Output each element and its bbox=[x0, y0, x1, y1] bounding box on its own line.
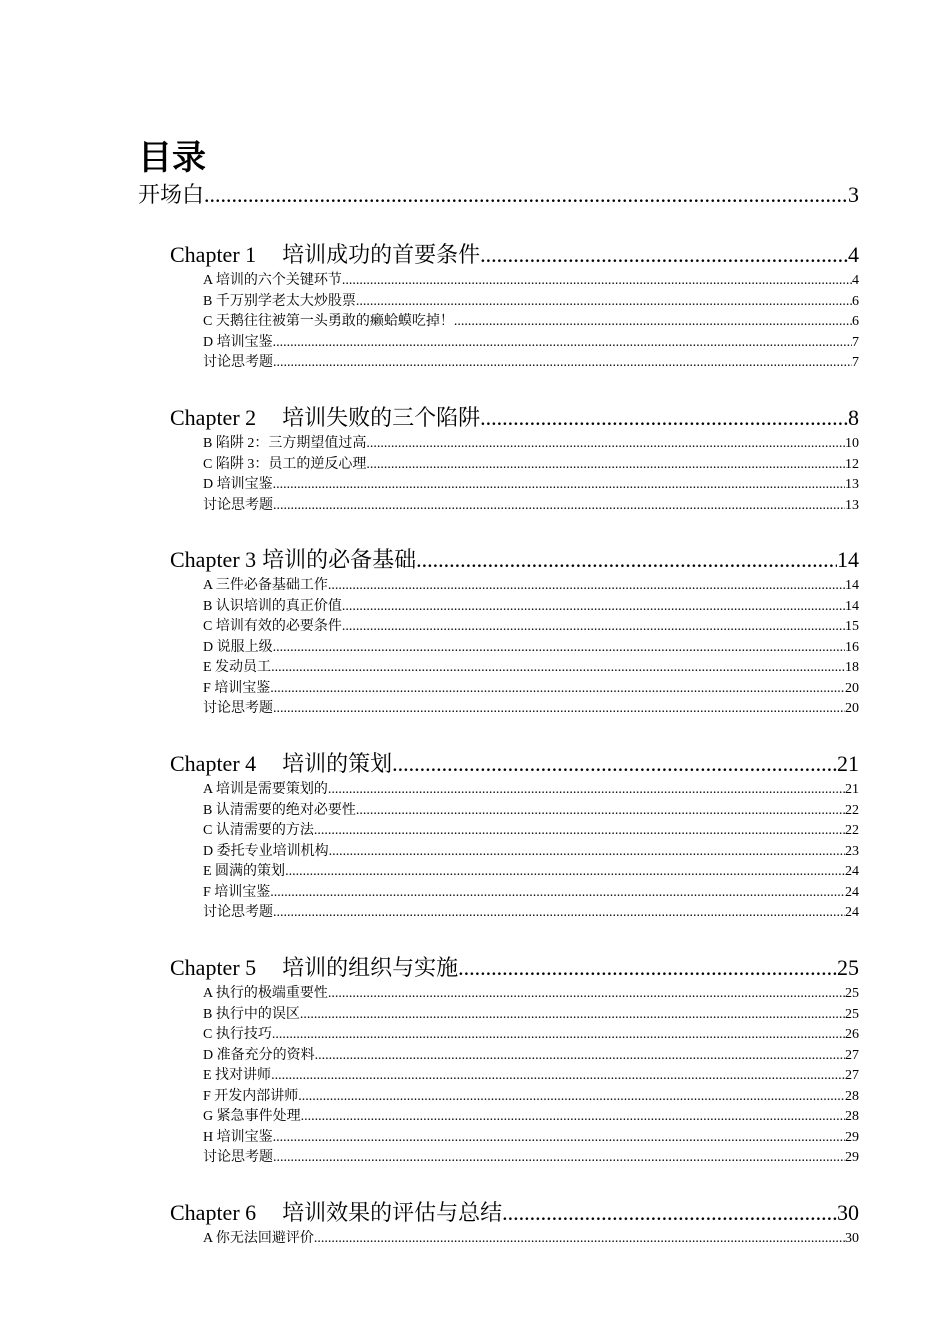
dot-leader bbox=[271, 1068, 845, 1084]
toc-page-number: 24 bbox=[845, 884, 859, 900]
toc-page-number: 6 bbox=[852, 293, 859, 309]
toc-chapter-4[interactable] bbox=[170, 747, 859, 778]
toc-section-entry[interactable] bbox=[203, 656, 859, 676]
toc-section-entry[interactable] bbox=[203, 677, 859, 697]
dot-leader bbox=[328, 782, 845, 798]
toc-heading: 目录 bbox=[138, 140, 206, 177]
toc-chapter-1[interactable] bbox=[170, 238, 859, 269]
toc-section-entry[interactable] bbox=[203, 860, 859, 880]
chapter-number: Chapter 2 bbox=[170, 405, 257, 430]
toc-entry-label: 讨论思考题 bbox=[203, 497, 273, 513]
dot-leader bbox=[458, 955, 837, 981]
toc-page-number: 21 bbox=[837, 751, 859, 776]
dot-leader bbox=[273, 1130, 845, 1146]
toc-page-number: 25 bbox=[845, 1006, 859, 1022]
toc-page-number: 16 bbox=[845, 639, 859, 655]
dot-leader bbox=[273, 498, 845, 514]
toc-page-number: 30 bbox=[837, 1200, 859, 1225]
toc-page-number: 30 bbox=[845, 1231, 859, 1246]
toc-section-entry[interactable] bbox=[203, 1227, 859, 1247]
toc-entry-label: A 三件必备基础工作 bbox=[203, 578, 328, 593]
toc-page-number: 13 bbox=[845, 497, 859, 513]
toc-entry-label: E 圆满的策划 bbox=[203, 864, 286, 879]
dot-leader bbox=[314, 1231, 845, 1247]
toc-chapter-label bbox=[170, 543, 416, 574]
toc-page-number: 24 bbox=[845, 864, 859, 879]
toc-section-entry[interactable] bbox=[203, 331, 859, 351]
toc-page-number: 4 bbox=[852, 273, 859, 288]
toc-section-entry[interactable] bbox=[203, 1126, 859, 1146]
dot-leader bbox=[273, 1150, 845, 1166]
toc-page-number: 28 bbox=[845, 1088, 859, 1104]
toc-section-entry[interactable] bbox=[203, 615, 859, 635]
toc-entry-label: 开场白 bbox=[138, 182, 205, 207]
toc-entry-label: D 准备充分的资料 bbox=[203, 1047, 315, 1063]
dot-leader bbox=[273, 701, 845, 717]
toc-section-entry[interactable] bbox=[203, 432, 859, 452]
toc-page-number: 14 bbox=[837, 547, 859, 572]
toc-section-entry[interactable] bbox=[203, 1064, 859, 1084]
chapter-number: Chapter 4 bbox=[170, 751, 257, 776]
toc-entry-label: B 执行中的误区 bbox=[203, 1006, 300, 1022]
toc-entry-label: B 认识培训的真正价值 bbox=[203, 598, 342, 614]
toc-section-entry[interactable] bbox=[203, 799, 859, 819]
toc-section-entry[interactable] bbox=[203, 473, 859, 493]
dot-leader bbox=[204, 182, 848, 208]
toc-entry-label: B 千万别学老太大炒股票 bbox=[203, 293, 356, 309]
dot-leader bbox=[271, 660, 845, 676]
dot-leader bbox=[298, 1089, 845, 1105]
toc-section-entry[interactable] bbox=[203, 840, 859, 860]
toc-chapter-5[interactable] bbox=[170, 951, 859, 982]
toc-entry-label: F 培训宝鉴 bbox=[203, 884, 271, 900]
toc-section-entry[interactable] bbox=[203, 1044, 859, 1064]
toc-page-number: 20 bbox=[845, 701, 859, 716]
dot-leader bbox=[392, 751, 837, 777]
dot-leader bbox=[366, 436, 845, 452]
dot-leader bbox=[480, 405, 848, 431]
toc-section-entry[interactable] bbox=[203, 351, 859, 371]
dot-leader bbox=[356, 803, 845, 819]
toc-page-number: 6 bbox=[852, 314, 859, 329]
chapter-number: Chapter 6 bbox=[170, 1200, 257, 1225]
toc-chapter-3[interactable] bbox=[170, 543, 859, 574]
toc-entry-label: B 陷阱 2：三方期望值过高 bbox=[203, 436, 367, 451]
dot-leader bbox=[416, 547, 837, 573]
toc-page-number: 13 bbox=[845, 477, 859, 492]
toc-page-number: 14 bbox=[845, 598, 859, 614]
toc-entry-intro[interactable] bbox=[138, 178, 859, 209]
toc-page-number: 8 bbox=[848, 405, 859, 430]
dot-leader bbox=[301, 1109, 845, 1125]
toc-section-entry[interactable] bbox=[203, 574, 859, 594]
dot-leader bbox=[454, 314, 852, 330]
toc-section-entry[interactable] bbox=[203, 982, 859, 1002]
toc-entry-label: H 培训宝鉴 bbox=[203, 1129, 273, 1145]
chapter-title: 培训失败的三个陷阱 bbox=[282, 405, 481, 430]
toc-page-number: 7 bbox=[852, 334, 859, 350]
dot-leader bbox=[285, 864, 845, 880]
toc-page-number: 4 bbox=[848, 242, 859, 267]
dot-leader bbox=[366, 457, 845, 473]
toc-page-number: 3 bbox=[848, 182, 859, 207]
chapter-title: 培训效果的评估与总结 bbox=[282, 1200, 503, 1225]
dot-leader bbox=[273, 335, 852, 351]
toc-chapter-label bbox=[170, 951, 458, 982]
toc-entry-label: A 你无法回避评价 bbox=[203, 1231, 314, 1246]
toc-entry-label: F 培训宝鉴 bbox=[203, 680, 271, 696]
toc-section-entry[interactable] bbox=[203, 1003, 859, 1023]
dot-leader bbox=[342, 619, 845, 635]
toc-page-number: 29 bbox=[845, 1129, 859, 1145]
toc-entry-label: C 认清需要的方法 bbox=[203, 823, 314, 838]
toc-page-number: 15 bbox=[845, 619, 859, 634]
chapter-title: 培训成功的首要条件 bbox=[282, 242, 481, 267]
toc-entry-label: C 陷阱 3：员工的逆反心理 bbox=[203, 456, 367, 472]
toc-page-number: 14 bbox=[845, 578, 859, 593]
toc-entry-label: D 委托专业培训机构 bbox=[203, 843, 329, 859]
chapter-number: Chapter 1 bbox=[170, 242, 257, 267]
toc-entry-label: C 培训有效的必要条件 bbox=[203, 619, 342, 634]
toc-entry-label: A 培训是需要策划的 bbox=[203, 782, 328, 797]
toc-entry-label: D 说服上级 bbox=[203, 639, 273, 655]
toc-page-number: 26 bbox=[845, 1027, 859, 1042]
dot-leader bbox=[328, 986, 845, 1002]
chapter-title: 培训的组织与实施 bbox=[282, 955, 459, 980]
dot-leader bbox=[328, 578, 845, 594]
toc-section-entry[interactable] bbox=[203, 269, 859, 289]
toc-page-number: 28 bbox=[845, 1109, 859, 1124]
toc-chapter-2[interactable] bbox=[170, 401, 859, 432]
toc-page-number: 23 bbox=[845, 843, 859, 859]
toc-section-entry[interactable] bbox=[203, 453, 859, 473]
toc-section-entry[interactable] bbox=[203, 636, 859, 656]
toc-entry-label: D 培训宝鉴 bbox=[203, 477, 273, 492]
toc-entry-label: 讨论思考题 bbox=[203, 1150, 273, 1165]
toc-chapter-6[interactable] bbox=[170, 1196, 859, 1227]
toc-page-number: 10 bbox=[845, 436, 859, 451]
dot-leader bbox=[315, 1048, 845, 1064]
dot-leader bbox=[342, 599, 845, 615]
dot-leader bbox=[273, 477, 845, 493]
dot-leader bbox=[273, 355, 852, 371]
dot-leader bbox=[356, 294, 852, 310]
toc-entry-label: 讨论思考题 bbox=[203, 701, 273, 716]
toc-entry-label: 讨论思考题 bbox=[203, 905, 273, 920]
chapter-number: Chapter 5 bbox=[170, 955, 257, 980]
toc-section-entry[interactable] bbox=[203, 1085, 859, 1105]
toc-page-number: 18 bbox=[845, 660, 859, 675]
toc-page-number: 27 bbox=[845, 1047, 859, 1063]
toc-section-entry[interactable] bbox=[203, 1023, 859, 1043]
toc-entry-label: E 找对讲师 bbox=[203, 1068, 272, 1083]
toc-page-number: 22 bbox=[845, 823, 859, 838]
dot-leader bbox=[300, 1007, 845, 1023]
toc-page-number: 27 bbox=[845, 1068, 859, 1083]
toc-page-number: 25 bbox=[837, 955, 859, 980]
dot-leader bbox=[270, 885, 845, 901]
toc-entry-label: A 执行的极端重要性 bbox=[203, 986, 328, 1001]
chapter-title: 培训的策划 bbox=[282, 751, 393, 776]
toc-entry-label: C 天鹅往往被第一头勇敢的癞蛤蟆吃掉！ bbox=[203, 314, 454, 329]
toc-entry-label: C 执行技巧 bbox=[203, 1027, 272, 1042]
dot-leader bbox=[273, 905, 845, 921]
dot-leader bbox=[314, 823, 845, 839]
toc-page-number: 21 bbox=[845, 782, 859, 797]
chapter-number: Chapter 3 bbox=[170, 547, 257, 572]
toc-entry-label: A 培训的六个关键环节 bbox=[203, 273, 342, 288]
toc-entry-label: G 紧急事件处理 bbox=[203, 1109, 301, 1124]
dot-leader bbox=[480, 242, 848, 268]
toc-chapter-label bbox=[170, 238, 480, 269]
toc-entry-label: 讨论思考题 bbox=[203, 355, 273, 370]
toc-page-number: 29 bbox=[845, 1150, 859, 1165]
toc-entry-label: F 开发内部讲师 bbox=[203, 1088, 299, 1104]
toc-section-entry[interactable] bbox=[203, 1146, 859, 1166]
toc-entry-label: E 发动员工 bbox=[203, 660, 272, 675]
toc-entry-label: B 认清需要的绝对必要性 bbox=[203, 802, 356, 818]
dot-leader bbox=[270, 681, 845, 697]
dot-leader bbox=[342, 273, 852, 289]
dot-leader bbox=[329, 844, 845, 860]
toc-section-entry[interactable] bbox=[203, 595, 859, 615]
toc-section-entry[interactable] bbox=[203, 290, 859, 310]
dot-leader bbox=[273, 640, 845, 656]
toc-page-number: 25 bbox=[845, 986, 859, 1001]
toc-section-entry[interactable] bbox=[203, 881, 859, 901]
toc-section-entry[interactable] bbox=[203, 697, 859, 717]
toc-page-number: 24 bbox=[845, 905, 859, 920]
toc-chapter-label bbox=[170, 747, 392, 778]
toc-page-number: 7 bbox=[852, 355, 859, 370]
chapter-title: 培训的必备基础 bbox=[262, 547, 417, 572]
toc-section-entry[interactable] bbox=[203, 1105, 859, 1125]
toc-chapter-label bbox=[170, 401, 480, 432]
toc-section-entry[interactable] bbox=[203, 778, 859, 798]
toc-section-entry[interactable] bbox=[203, 494, 859, 514]
toc-section-entry[interactable] bbox=[203, 310, 859, 330]
toc-page-number: 12 bbox=[845, 456, 859, 472]
dot-leader bbox=[272, 1027, 845, 1043]
toc-section-entry[interactable] bbox=[203, 819, 859, 839]
toc-entry-label: D 培训宝鉴 bbox=[203, 334, 273, 350]
toc-page-number: 22 bbox=[845, 802, 859, 818]
toc-chapter-label bbox=[170, 1196, 502, 1227]
toc-page-number: 20 bbox=[845, 680, 859, 696]
toc-section-entry[interactable] bbox=[203, 901, 859, 921]
dot-leader bbox=[502, 1200, 837, 1226]
